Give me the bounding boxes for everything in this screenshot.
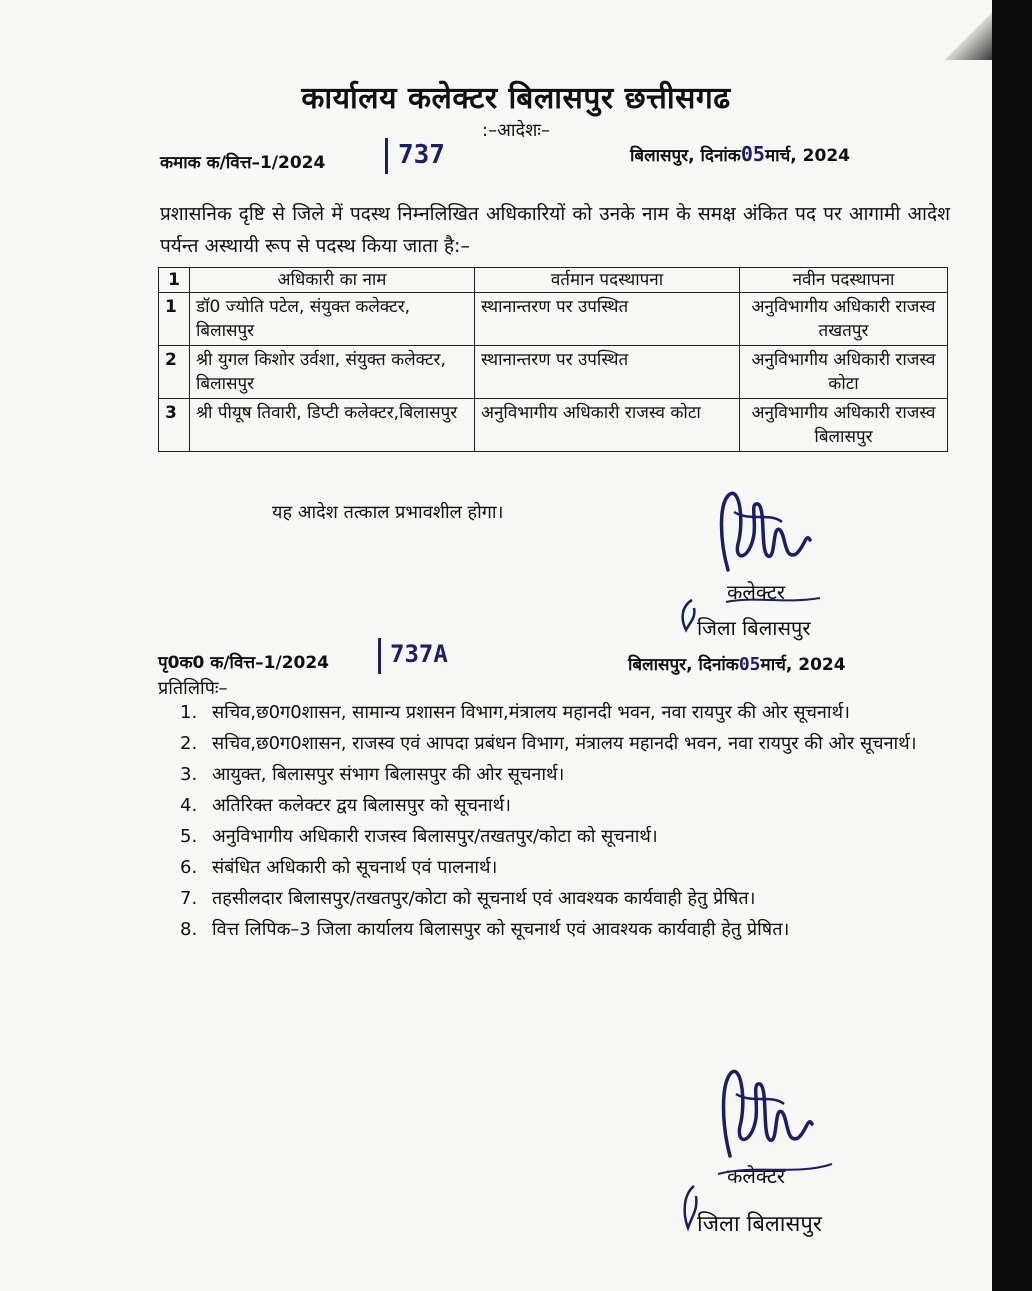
officer-name: श्री पीयूष तिवारी, डिप्टी कलेक्टर,बिलासपुर bbox=[190, 399, 475, 452]
office-title: कार्यालय कलेक्टर बिलासपुर छत्तीसगढ bbox=[301, 81, 731, 116]
list-item: 1. सचिव,छ0ग0शासन, सामान्य प्रशासन विभाग,मंत्रालय महानदी भवन, नवा रायपुर की ओर सूचनार्थ। bbox=[180, 702, 850, 723]
pen-mark bbox=[385, 138, 388, 174]
handwritten-order-number: 737 bbox=[398, 140, 445, 170]
handwritten-endorsement-number: 737A bbox=[390, 640, 448, 668]
order-intro: प्रशासनिक दृष्टि से जिले में पदस्थ निम्नलिखित अधिकारियों को उनके नाम के समक्ष अंकित पद पर आगामी आदेश पर्यन्त अस्थायी रूप से पदस्थ किया जाता है:– bbox=[160, 203, 950, 257]
signature2-designation: कलेक्टर bbox=[727, 1164, 786, 1188]
signature1-strike bbox=[724, 590, 824, 610]
endorsement-number: पृ0क0 क/वित्त–1/2024 bbox=[158, 653, 330, 673]
row-number: 3 bbox=[159, 399, 190, 452]
table-row bbox=[159, 293, 948, 346]
new-posting: अनुविभागीय अधिकारी राजस्व तखतपुर bbox=[740, 293, 948, 346]
order-place-date: बिलासपुर, दिनांक05मार्च, 2024 bbox=[630, 142, 850, 166]
table-header-cell: 1 bbox=[159, 268, 190, 293]
table-header-row bbox=[159, 268, 948, 293]
collector-signature bbox=[710, 482, 820, 582]
current-posting: स्थानान्तरण पर उपस्थित bbox=[475, 346, 740, 399]
signature2-strike bbox=[716, 1158, 836, 1182]
table-row bbox=[159, 399, 948, 452]
list-item: 5. अनुविभागीय अधिकारी राजस्व बिलासपुर/तखतपुर/कोटा को सूचनार्थ। bbox=[180, 826, 658, 847]
list-item: 7. तहसीलदार बिलासपुर/तखतपुर/कोटा को सूचनार्थ एवं आवश्यक कार्यवाही हेतु प्रेषित। bbox=[180, 888, 756, 909]
handwritten-day: 05 bbox=[740, 142, 765, 166]
row-number: 2 bbox=[159, 346, 190, 399]
order-heading: :–आदेशः– bbox=[482, 120, 550, 141]
copy-list bbox=[180, 700, 925, 948]
signature1-designation: कलेक्टर bbox=[727, 580, 786, 604]
list-item: 8. वित्त लिपिक–3 जिला कार्यालय बिलासपुर को सूचनार्थ एवं आवश्यक कार्यवाही हेतु प्रेषित। bbox=[180, 919, 790, 940]
posting-table bbox=[158, 267, 948, 452]
signature2-district: जिला बिलासपुर bbox=[697, 1212, 822, 1237]
handwritten-day: 05 bbox=[738, 654, 761, 675]
table-row bbox=[159, 346, 948, 399]
table-header-cell: वर्तमान पदस्थापना bbox=[475, 268, 740, 293]
endorsement-place-date: बिलासपुर, दिनांक05मार्च, 2024 bbox=[628, 654, 846, 675]
pen-mark bbox=[378, 638, 381, 674]
collector-signature bbox=[712, 1060, 822, 1170]
signature1-district: जिला बिलासपुर bbox=[697, 616, 811, 640]
scan-border bbox=[992, 0, 1032, 1291]
list-item: 2. सचिव,छ0ग0शासन, राजस्व एवं आपदा प्रबंधन विभाग, मंत्रालय महानदी भवन, नवा रायपुर की ओर सूचनार्थ। bbox=[180, 733, 917, 754]
effective-statement: यह आदेश तत्काल प्रभावशील होगा। bbox=[272, 502, 504, 523]
order-number: कमाक क/वित्त–1/2024 bbox=[160, 153, 326, 173]
table-header-cell: अधिकारी का नाम bbox=[190, 268, 475, 293]
list-item: 4. अतिरिक्त कलेक्टर द्वय बिलासपुर को सूचनार्थ। bbox=[180, 795, 511, 816]
new-posting: अनुविभागीय अधिकारी राजस्व बिलासपुर bbox=[740, 399, 948, 452]
table-header-cell: नवीन पदस्थापना bbox=[740, 268, 948, 293]
row-number: 1 bbox=[159, 293, 190, 346]
current-posting: अनुविभागीय अधिकारी राजस्व कोटा bbox=[475, 399, 740, 452]
list-item: 3. आयुक्त, बिलासपुर संभाग बिलासपुर की ओर सूचनार्थ। bbox=[180, 764, 565, 785]
new-posting: अनुविभागीय अधिकारी राजस्व कोटा bbox=[740, 346, 948, 399]
page-fold bbox=[945, 0, 992, 60]
copy-heading: प्रतिलिपिः– bbox=[158, 678, 228, 699]
current-posting: स्थानान्तरण पर उपस्थित bbox=[475, 293, 740, 346]
officer-name: श्री युगल किशोर उर्वशा, संयुक्त कलेक्टर, बिलासपुर bbox=[190, 346, 475, 399]
officer-name: डॉ0 ज्योति पटेल, संयुक्त कलेक्टर, बिलासपुर bbox=[190, 293, 475, 346]
list-item: 6. संबंधित अधिकारी को सूचनार्थ एवं पालनार्थ। bbox=[180, 857, 498, 878]
